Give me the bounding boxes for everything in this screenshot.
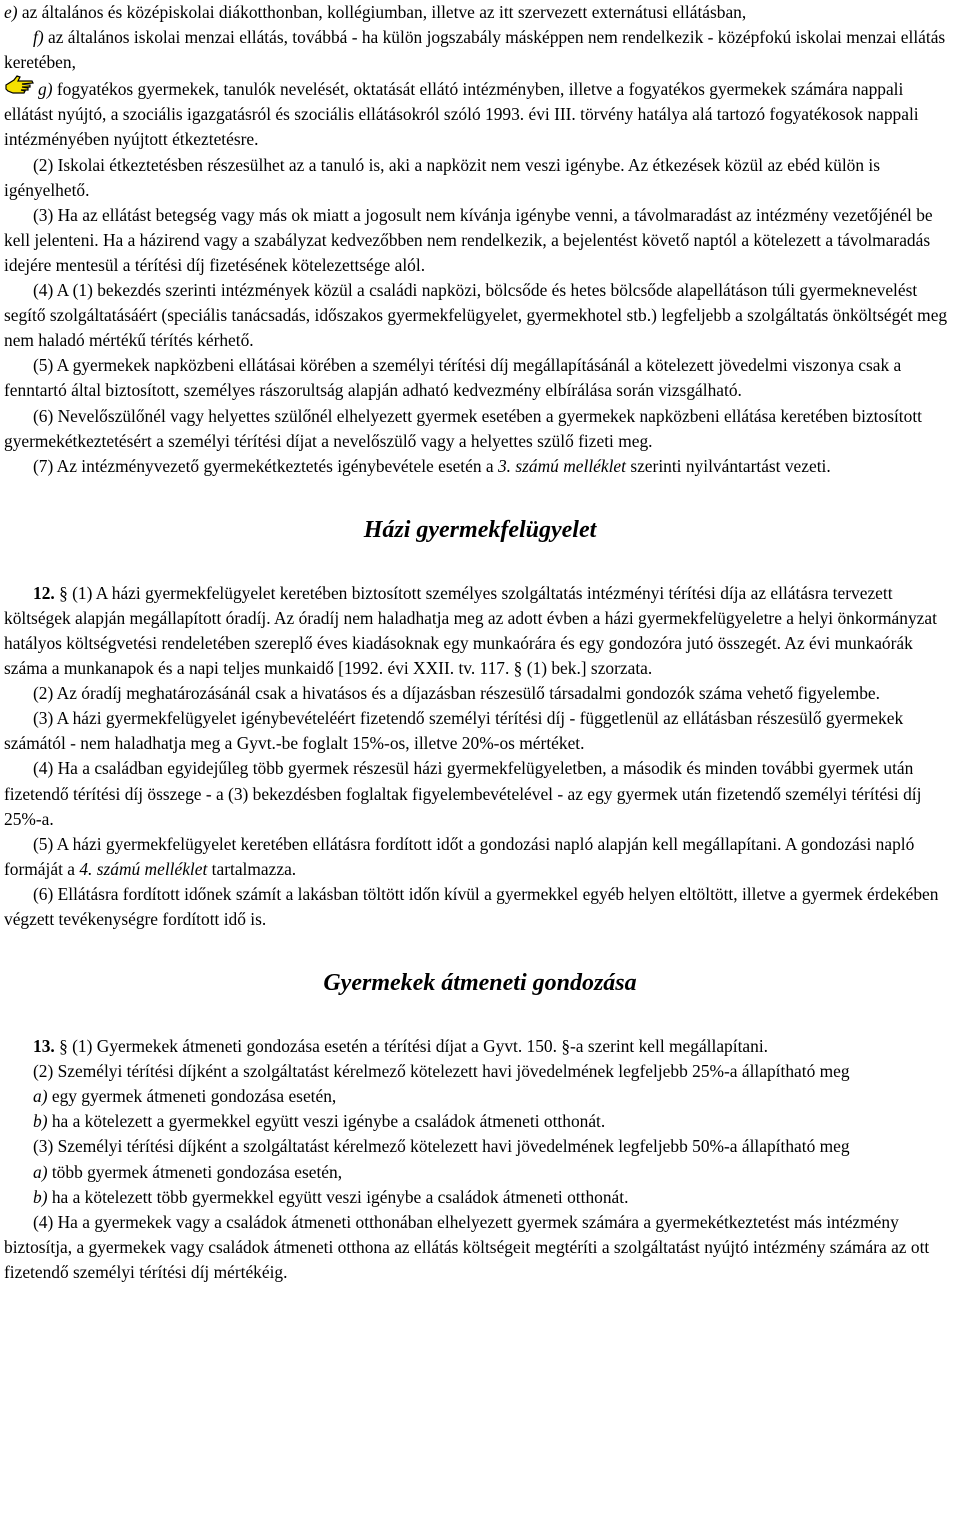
sec13-number: 13. <box>33 1036 55 1057</box>
sec13-p1-text: (1) Gyermekek átmeneti gondozása esetén a térítési díjat a Gyvt. 150. §-a szerint kell megállapítani. <box>67 1036 768 1057</box>
pointing-hand-icon[interactable] <box>4 75 36 97</box>
sec13-paragraph-2: (2) Személyi térítési díjként a szolgáltatást kérelmező kötelezett havi jövedelmének legfeljebb 25%-a állapítható meg <box>33 1061 850 1082</box>
sec13-item-3b <box>4 1185 956 1210</box>
sec12-sign: § <box>54 582 68 603</box>
sec13-sign: § <box>54 1036 68 1057</box>
sec13-paragraph-4: (4) Ha a gyermekek vagy a családok átmeneti otthonában elhelyezett gyermek számára a gyermekétkeztetést más intézmény biztosítja, a gyermekek vagy családok átmeneti otthona az ellátás költségeit megtéríti a szolgáltatást nyújtó intézmény számára az ott fizetendő személyi térítési díj mértékéig. <box>4 1211 930 1282</box>
heading-hazi-gyermekfelugyelet: Házi gyermekfelügyelet <box>363 516 597 543</box>
sec11-paragraph-2: (2) Iskolai étkeztetésben részesülhet az a tanuló is, aki a napközit nem veszi igénybe. Az étkezések közül az ebéd külön is igényelhető. <box>4 154 880 200</box>
sec12-paragraph-3: (3) A házi gyermekfelügyelet igénybevételéért fizetendő személyi térítési díj - függetlenül az ellátásban részesülő gyermekek számától - nem haladhatja meg a Gyvt.-be foglalt 15%-os, illetve 20%-os mértéket. <box>4 708 904 754</box>
sec13-item-3b-label: b) <box>33 1186 48 1207</box>
item-e-text: az általános és középiskolai diákotthonban, kollégiumban, illetve az itt szervezett externátusi ellátásban, <box>17 2 747 22</box>
sec12-paragraph-5 <box>4 832 956 882</box>
sec11-paragraph-5: (5) A gyermekek napközbeni ellátásai körében a személyi térítési díj megállapításánál a kötelezett jövedelmi viszonya csak a fenntartó által biztosított, személyes rászorultság alapján adható kedvezmény elbírálása során vizsgálható. <box>4 355 902 401</box>
item-e <box>4 0 956 25</box>
sec13-item-2a-label: a) <box>33 1086 48 1107</box>
sec11-paragraph-6: (6) Nevelőszülőnél vagy helyettes szülőnél elhelyezett gyermek esetében a gyermekek napközbeni ellátása keretében biztosított gyermekétkeztetésért a személyi térítési díjat a nevelőszülő vagy a helyettes szülő fizeti meg. <box>4 405 922 451</box>
sec11-paragraph-4: (4) A (1) bekezdés szerinti intézmények közül a családi napközi, bölcsőde és hetes bölcsőde alapellátáson túli gyermeknevelést segítő szolgáltatásáért (speciális tanácsadás, időszakos gyermekfelügyelet, gyermekhotel stb.) legfeljebb a szolgáltatás önköltségét meg nem haladó mértékű térítés kérhető. <box>4 280 948 351</box>
item-g <box>4 75 956 152</box>
item-g-label: g) <box>38 79 53 100</box>
sec11-p7-text-b: szerinti nyilvántartást vezeti. <box>625 455 831 476</box>
sec12-paragraph-1 <box>4 581 956 681</box>
heading-gyermekek-atmeneti-gondozasa: Gyermekek átmeneti gondozása <box>323 970 637 997</box>
sec11-paragraph-7 <box>4 454 956 479</box>
annex-4-reference: 4. számú melléklet <box>79 858 208 879</box>
sec13-item-3b-text: ha a kötelezett több gyermekkel együtt veszi igénybe a családok átmeneti otthonát. <box>47 1186 629 1207</box>
annex-3-reference: 3. számú melléklet <box>497 455 626 476</box>
sec12-paragraph-4: (4) Ha a családban egyidejűleg több gyermek részesül házi gyermekfelügyeletben, a második és minden további gyermek után fizetendő térítési díj összege - a (3) bekezdésben foglaltak figyelembevételével - az egy gyermek után fizetendő személyi térítési díj 25%-a. <box>4 758 922 829</box>
sec13-paragraph-1 <box>4 1034 956 1059</box>
sec13-item-3a-text: több gyermek átmeneti gondozása esetén, <box>47 1161 343 1182</box>
sec13-item-3a-label: a) <box>33 1161 48 1182</box>
sec12-paragraph-2: (2) Az óradíj meghatározásánál csak a hivatásos és a díjazásban részesülő társadalmi gondozók száma vehető figyelembe. <box>33 683 880 704</box>
item-e-label: e) <box>4 2 18 22</box>
sec12-paragraph-6: (6) Ellátásra fordított időnek számít a lakásban töltött időn kívül a gyermekkel egyéb helyen eltöltött, illetve a gyermek érdekében végzett tevékenységre fordított idő is. <box>4 883 939 929</box>
sec11-p7-text-a: (7) Az intézményvezető gyermekétkeztetés igénybevétele esetén a <box>33 455 498 476</box>
item-f <box>4 25 956 75</box>
sec12-number: 12. <box>33 582 55 603</box>
item-f-label: f) <box>33 27 44 48</box>
sec13-paragraph-3: (3) Személyi térítési díjként a szolgáltatást kérelmező kötelezett havi jövedelmének legfeljebb 50%-a állapítható meg <box>33 1136 850 1157</box>
sec13-item-2b-label: b) <box>33 1111 48 1132</box>
sec12-p1-text: (1) A házi gyermekfelügyelet keretében biztosított személyes szolgáltatás intézményi térítési díja az ellátásra tervezett költségek alapján megállapított óradíj. Az óradíj nem haladhatja meg az adott évben a házi gyermekfelügyeletre a helyi önkormányzat hatályos költségvetési rendeletében szereplő éves kiadásoknak egy munkaórára és egy gondozóra jutó összegét. Az évi munkaórák száma a munkanapok és a napi teljes munkaidő [1992. évi XXII. tv. 117. § (1) bek.] szorzata. <box>4 582 937 679</box>
sec13-item-2a <box>4 1084 956 1109</box>
sec13-item-2b-text: ha a kötelezett a gyermekkel együtt veszi igénybe a családok átmeneti otthonát. <box>47 1111 606 1132</box>
sec12-p5-text-b: tartalmazza. <box>207 858 297 879</box>
item-g-text: fogyatékos gyermekek, tanulók nevelését, oktatását ellátó intézményben, illetve a fogyatékos gyermekek számára nappali ellátást nyújtó, a szociális igazgatásról és szociális ellátásokról szóló 1993. évi III. törvény hatálya alá tartozó fogyatékosok nappali intézményében nyújtott étkeztetésre. <box>4 79 919 150</box>
sec13-item-3a <box>4 1160 956 1185</box>
sec11-paragraph-3: (3) Ha az ellátást betegség vagy más ok miatt a jogosult nem kívánja igénybe venni, a távolmaradást az intézmény vezetőjénél be kell jelenteni. Ha a házirend vagy a szabályzat kedvezőbben nem rendelkezik, a bejelentést követő naptól a kötelezett a távolmaradás idejére mentesül a térítési díj fizetésének kötelezettsége alól. <box>4 204 933 275</box>
sec12-p5-text-a: (5) A házi gyermekfelügyelet keretében ellátásra fordított időt a gondozási napló alapján kell megállapítani. A gondozási napló formáját a <box>4 833 915 879</box>
sec13-item-2b <box>4 1109 956 1134</box>
sec13-item-2a-text: egy gyermek átmeneti gondozása esetén, <box>47 1086 337 1107</box>
item-f-text: az általános iskolai menzai ellátás, továbbá - ha külön jogszabály másképpen nem rendelkezik - középfokú iskolai menzai ellátás keretében, <box>4 27 946 73</box>
